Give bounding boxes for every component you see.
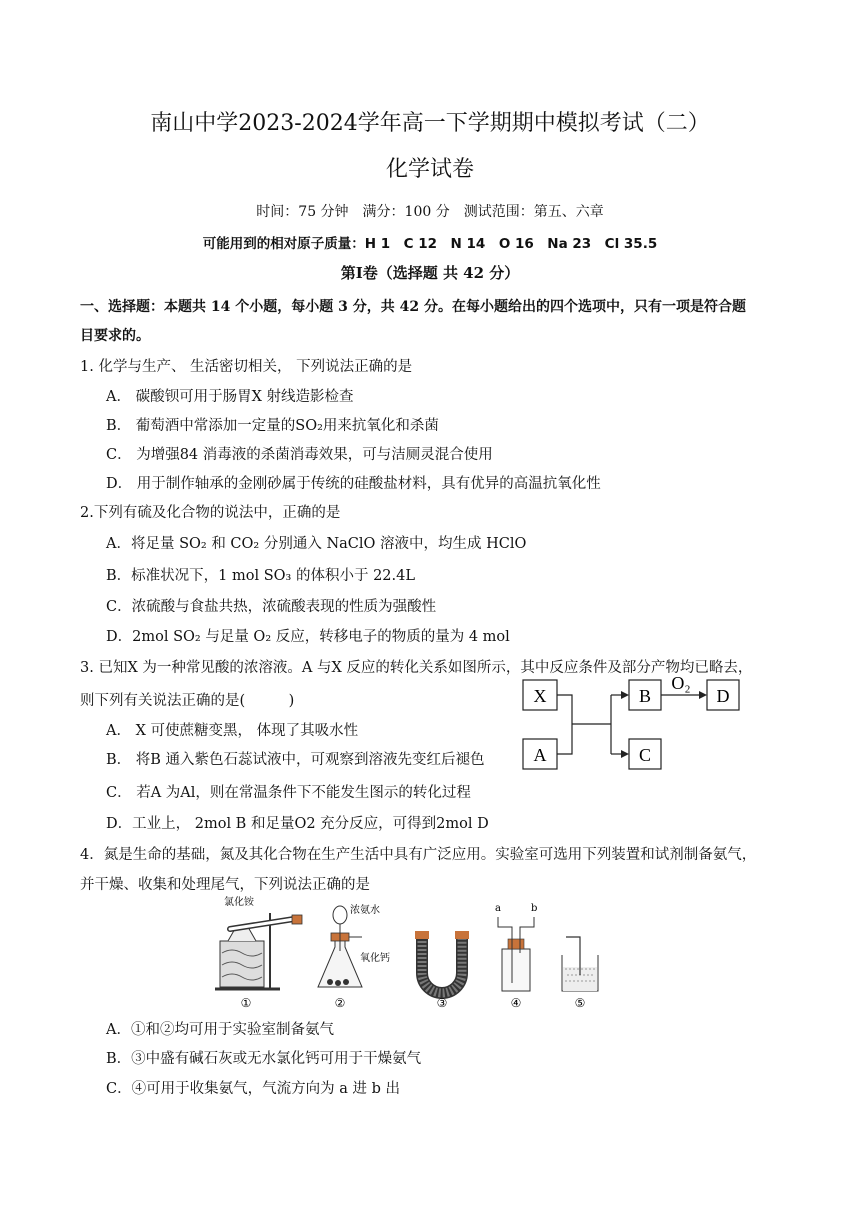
- q3-option-b: B． 将B 通入紫色石蕊试液中，可观察到溶液先变红后褪色: [106, 752, 485, 768]
- q1-stem: 1. 化学与生产、 生活密切相关， 下列说法正确的是: [80, 359, 413, 375]
- part-title: 第Ⅰ卷（选择题 共 42 分）: [340, 264, 520, 282]
- box-c: [629, 739, 661, 769]
- bracket-line: [557, 695, 572, 754]
- label-ammonium-chloride: 氯化铵: [224, 897, 254, 908]
- label-b: b: [531, 903, 538, 914]
- svg-text:B: B: [638, 686, 652, 706]
- label-calcium-oxide: 氧化钙: [360, 953, 390, 964]
- q3-option-d: D．工业上， 2mol B 和足量O2 充分反应，可得到2mol D: [106, 816, 489, 832]
- number-5: ⑤: [574, 996, 586, 1010]
- arrowhead-icon: [699, 691, 707, 699]
- box-a: [523, 739, 557, 769]
- q3-stem: 3. 已知X 为一种常见酸的浓溶液。A 与X 反应的转化关系如图所示，其中反应条件及部分产物均已略去，: [80, 660, 753, 676]
- svg-text:D: D: [716, 686, 730, 706]
- q2-option-c: C．浓硫酸与食盐共热，浓硫酸表现的性质为强酸性: [106, 599, 437, 615]
- q3-option-a: A． X 可使蔗糖变黑， 体现了其吸水性: [106, 723, 359, 739]
- box-d: [707, 680, 739, 710]
- arrowhead-icon: [621, 691, 629, 699]
- exam-title: 南山中学2023-2024学年高一下学期期中模拟考试（二）: [150, 111, 710, 136]
- q2-option-b: B．标准状况下，1 mol SO₃ 的体积小于 22.4L: [106, 568, 415, 584]
- q4-apparatus-figure: [210, 893, 600, 1013]
- q4-option-a: A．①和②均可用于实验室制备氨气: [106, 1022, 334, 1038]
- apparatus-4: [495, 903, 537, 1010]
- q4-option-c: C．④可用于收集氨气，气流方向为 a 进 b 出: [106, 1081, 400, 1097]
- number-1: ①: [240, 996, 252, 1010]
- arrow-label-o2: O₂: [671, 673, 691, 693]
- instructions-line2: 目要求的。: [80, 328, 150, 344]
- number-3: ③: [436, 996, 448, 1010]
- q3-stem-line2: 则下列有关说法正确的是( ): [80, 693, 295, 709]
- q3-option-c: C． 若A 为Al，则在常温条件下不能发生图示的转化过程: [106, 785, 471, 801]
- apparatus-2: [318, 903, 390, 1010]
- q4-option-b: B．③中盛有碱石灰或无水氯化钙可用于干燥氨气: [106, 1051, 422, 1067]
- svg-text:A: A: [533, 745, 547, 765]
- subject-title: 化学试卷: [385, 157, 474, 182]
- label-a: a: [495, 903, 501, 914]
- q4-stem-line2: 并干燥、收集和处理尾气，下列说法正确的是: [80, 877, 370, 893]
- apparatus-5: [562, 937, 598, 1010]
- apparatus-3: [415, 931, 469, 1010]
- number-4: ④: [510, 996, 522, 1010]
- box-b: [629, 680, 661, 710]
- q4-stem: 4．氮是生命的基础，氮及其化合物在生产生活中具有广泛应用。实验室可选用下列装置和试剂制备氨气，: [80, 847, 757, 863]
- q1-option-c: C． 为增强84 消毒液的杀菌消毒效果，可与洁厕灵混合使用: [106, 447, 493, 463]
- label-conc-ammonia: 浓氨水: [350, 905, 380, 916]
- exam-info: 时间：75 分钟 满分：100 分 测试范围：第五、六章: [256, 204, 604, 220]
- box-x: [523, 680, 557, 710]
- instructions-line1: 一、选择题：本题共 14 个小题，每小题 3 分，共 42 分。在每小题给出的四个选项中，只有一项是符合题: [80, 299, 746, 315]
- number-2: ②: [334, 996, 346, 1010]
- q3-conversion-diagram: [515, 665, 750, 775]
- q2-stem: 2.下列有硫及化合物的说法中，正确的是: [80, 505, 341, 521]
- svg-text:X: X: [533, 686, 547, 706]
- q2-option-a: A．将足量 SO₂ 和 CO₂ 分别通入 NaClO 溶液中，均生成 HClO: [106, 536, 527, 552]
- arrowhead-icon: [621, 750, 629, 758]
- q1-option-a: A． 碳酸钡可用于肠胃X 射线造影检查: [106, 389, 354, 405]
- svg-text:C: C: [638, 745, 652, 765]
- q1-option-b: B． 葡萄酒中常添加一定量的SO₂用来抗氧化和杀菌: [106, 418, 439, 434]
- q1-option-d: D． 用于制作轴承的金刚砂属于传统的硅酸盐材料，具有优异的高温抗氧化性: [106, 476, 601, 492]
- apparatus-1: [215, 895, 302, 1010]
- atomic-masses: 可能用到的相对原子质量：H 1 C 12 N 14 O 16 Na 23 Cl 35.5: [202, 236, 658, 252]
- q2-option-d: D．2mol SO₂ 与足量 O₂ 反应，转移电子的物质的量为 4 mol: [106, 629, 510, 645]
